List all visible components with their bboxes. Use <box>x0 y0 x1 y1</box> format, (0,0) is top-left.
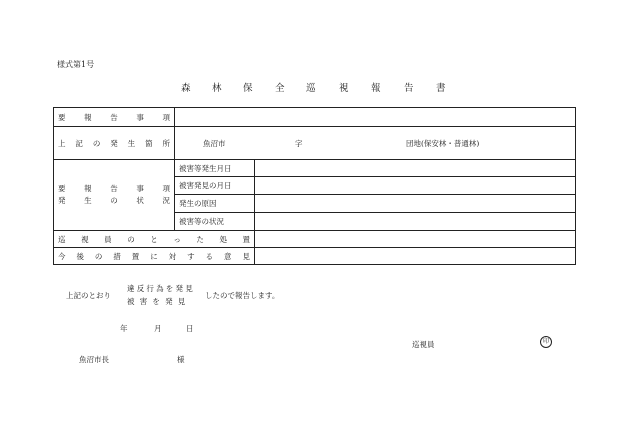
label-char: 要 <box>58 112 66 122</box>
sub-item-field[interactable] <box>255 195 576 213</box>
table-row <box>54 108 576 127</box>
title-char: 告 <box>404 83 414 94</box>
label-char: の <box>94 251 103 261</box>
label-char: 今 <box>58 251 66 261</box>
label-char: 事 <box>136 184 144 193</box>
label-char: 項 <box>162 184 170 193</box>
label-char: 状 <box>136 196 144 205</box>
label-char: 項 <box>162 112 170 122</box>
label-char: 上 <box>58 138 66 148</box>
label-char: た <box>196 234 204 244</box>
title-char: 巡 <box>306 83 316 94</box>
label-char: 措 <box>113 251 121 261</box>
label-char: 発 <box>58 196 66 205</box>
label-char: 要 <box>58 184 66 193</box>
report-item-label <box>54 108 175 127</box>
table-row <box>54 231 576 248</box>
sub-item-field[interactable] <box>255 160 576 177</box>
label-char: す <box>187 251 195 261</box>
label-char: 報 <box>84 112 92 122</box>
label-char: の <box>92 138 101 148</box>
label-char: 対 <box>168 251 177 261</box>
sub-item-label: 被害等発生月日 <box>175 160 255 177</box>
label-char: の <box>127 234 135 244</box>
label-char: 告 <box>110 112 118 122</box>
action-taken-label <box>54 231 255 248</box>
label-char: 意 <box>223 251 232 261</box>
table-row <box>54 248 576 265</box>
label-char: 報 <box>84 184 92 193</box>
label-char: 見 <box>242 251 250 261</box>
label-char: 置 <box>131 251 140 261</box>
title-char: 書 <box>436 83 446 94</box>
sub-item-label: 被害等の状況 <box>175 213 255 231</box>
report-item-field[interactable] <box>175 108 576 127</box>
patrol-officer-label: 巡視員 <box>412 340 435 349</box>
label-char: っ <box>173 234 181 244</box>
table-row <box>54 160 576 177</box>
sub-item-field[interactable] <box>255 213 576 231</box>
label-char: 記 <box>75 138 83 148</box>
label-char: 発 <box>110 138 118 148</box>
label-char: 巡 <box>58 234 66 244</box>
location-field[interactable] <box>175 127 576 160</box>
label-char: 員 <box>104 234 112 244</box>
label-char: 所 <box>162 138 170 148</box>
table-row <box>54 127 576 160</box>
label-char: に <box>150 251 158 261</box>
date-month-label: 月 <box>154 324 162 333</box>
title-char: 報 <box>371 83 381 94</box>
title-char: 森 <box>181 83 191 94</box>
seal-mark: 印 <box>540 336 552 348</box>
addressee: 魚沼市長 <box>79 355 109 364</box>
title-char: 視 <box>339 83 349 94</box>
statement-prefix: 上記のとおり <box>66 291 111 300</box>
date-year-label: 年 <box>120 324 128 333</box>
statement-suffix: したので報告します。 <box>205 291 280 300</box>
action-taken-field[interactable] <box>255 231 576 248</box>
city-name: 魚沼市 <box>203 139 226 148</box>
label-char: 生 <box>84 196 92 205</box>
label-char: 処 <box>219 234 227 244</box>
location-label <box>54 127 175 160</box>
lot-label: 団地(保安林・普通林) <box>406 139 480 148</box>
occurrence-status-label <box>54 160 175 231</box>
document-title <box>0 80 630 92</box>
label-char: と <box>150 234 158 244</box>
sub-item-field[interactable] <box>255 177 576 195</box>
label-char: る <box>205 251 213 261</box>
statement-option-violation[interactable]: 違反行為を発見 <box>127 284 195 293</box>
aza-label: 字 <box>295 139 303 148</box>
sub-item-label: 被害発見の月日 <box>175 177 255 195</box>
label-char: 視 <box>81 234 89 244</box>
honorific: 様 <box>177 355 185 364</box>
future-measures-label <box>54 248 255 265</box>
title-char: 全 <box>275 83 285 94</box>
label-char: 生 <box>127 138 136 148</box>
label-char: 後 <box>76 251 84 261</box>
statement-option-damage[interactable]: 被害を発見 <box>127 297 191 306</box>
label-char: の <box>110 196 118 205</box>
sub-item-label: 発生の原因 <box>175 195 255 213</box>
label-char: 況 <box>162 196 170 205</box>
future-measures-field[interactable] <box>255 248 576 265</box>
report-table <box>53 107 576 265</box>
form-number: 様式第1号 <box>57 60 95 69</box>
label-char: 告 <box>110 184 118 193</box>
label-char: 置 <box>242 234 250 244</box>
title-char: 保 <box>243 83 253 94</box>
date-day-label: 日 <box>186 324 194 333</box>
label-char: 事 <box>136 112 144 122</box>
title-char: 林 <box>212 83 222 94</box>
label-char: 箇 <box>145 138 153 148</box>
